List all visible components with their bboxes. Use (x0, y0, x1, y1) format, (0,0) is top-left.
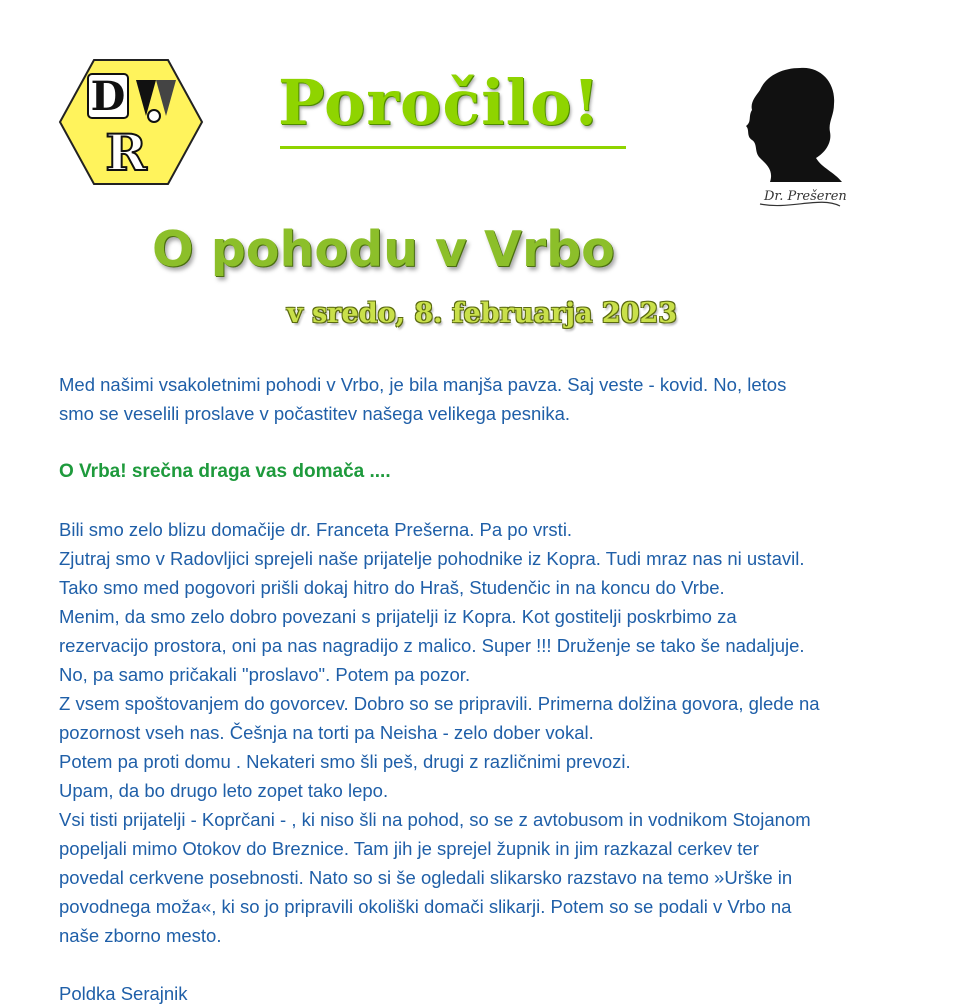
article-body (59, 370, 939, 1008)
report-line: povedal cerkvene posebnosti. Nato so si še ogledali slikarsko razstavo na temo »Urške in (59, 867, 793, 888)
logo-letter-d (88, 73, 128, 120)
page-title: Poročilo! (278, 66, 601, 139)
report-line: rezervacijo prostora, oni pa nas nagradijo z malico. Super !!! Druženje se tako še nadaljuje. (59, 635, 805, 656)
report-line: Tako smo med pogovori prišli dokaj hitro do Hraš, Studenčic in na koncu do Vrbe. (59, 577, 725, 598)
title-underline (280, 146, 626, 149)
report-line: Zjutraj smo v Radovljici sprejeli naše prijatelje pohodnike iz Kopra. Tudi mraz nas ni ustavil. (59, 548, 805, 569)
report-line: Vsi tisti prijatelji - Koprčani - , ki niso šli na pohod, so se z avtobusom in vodnikom Stojanom (59, 809, 811, 830)
intro-paragraph (59, 370, 939, 428)
verse-quote: O Vrba! srečna draga vas domača .... (59, 461, 391, 482)
svg-text:D: D (90, 73, 126, 120)
intro-line: smo se veselili proslave v počastitev našega velikega pesnika. (59, 403, 571, 424)
report-line: Potem pa proti domu . Nekateri smo šli peš, drugi z različnimi prevozi. (59, 751, 631, 772)
svg-text:R: R (105, 123, 147, 182)
event-date: v sredo, 8. februarja 2023 (287, 298, 678, 329)
portrait-signature: Dr. Prešeren (764, 189, 847, 204)
report-line: Upam, da bo drugo leto zopet tako lepo. (59, 780, 389, 801)
society-logo (58, 58, 204, 186)
intro-line: Med našimi vsakoletnimi pohodi v Vrbo, je bila manjša pavza. Saj veste - kovid. No, letos (59, 374, 787, 395)
report-line: popeljali mimo Otokov do Breznice. Tam jih je sprejel župnik in jim razkazal cerkev ter (59, 838, 759, 859)
author-name: Poldka Serajnik (59, 983, 188, 1004)
report-line: Bili smo zelo blizu domačije dr. Franceta Prešerna. Pa po vrsti. (59, 519, 573, 540)
page-subtitle: O pohodu v Vrbo (152, 221, 615, 278)
preseren-silhouette-image (730, 60, 850, 220)
report-line: No, pa samo pričakali "proslavo". Potem pa pozor. (59, 664, 471, 685)
report-paragraph (59, 515, 939, 950)
report-line: naše zborno mesto. (59, 925, 222, 946)
report-line: povodnega moža«, ki so jo pripravili okoliški domači slikarji. Potem so se podali v Vrbo na (59, 896, 792, 917)
report-line: Menim, da smo zelo dobro povezani s prijatelji iz Kopra. Kot gostitelji poskrbimo za (59, 606, 737, 627)
report-line: pozornost vseh nas. Češnja na torti pa Neisha - zelo dober vokal. (59, 722, 594, 743)
logo-letter-r (105, 123, 147, 182)
report-line: Z vsem spoštovanjem do govorcev. Dobro so se pripravili. Primerna dolžina govora, glede na (59, 693, 820, 714)
